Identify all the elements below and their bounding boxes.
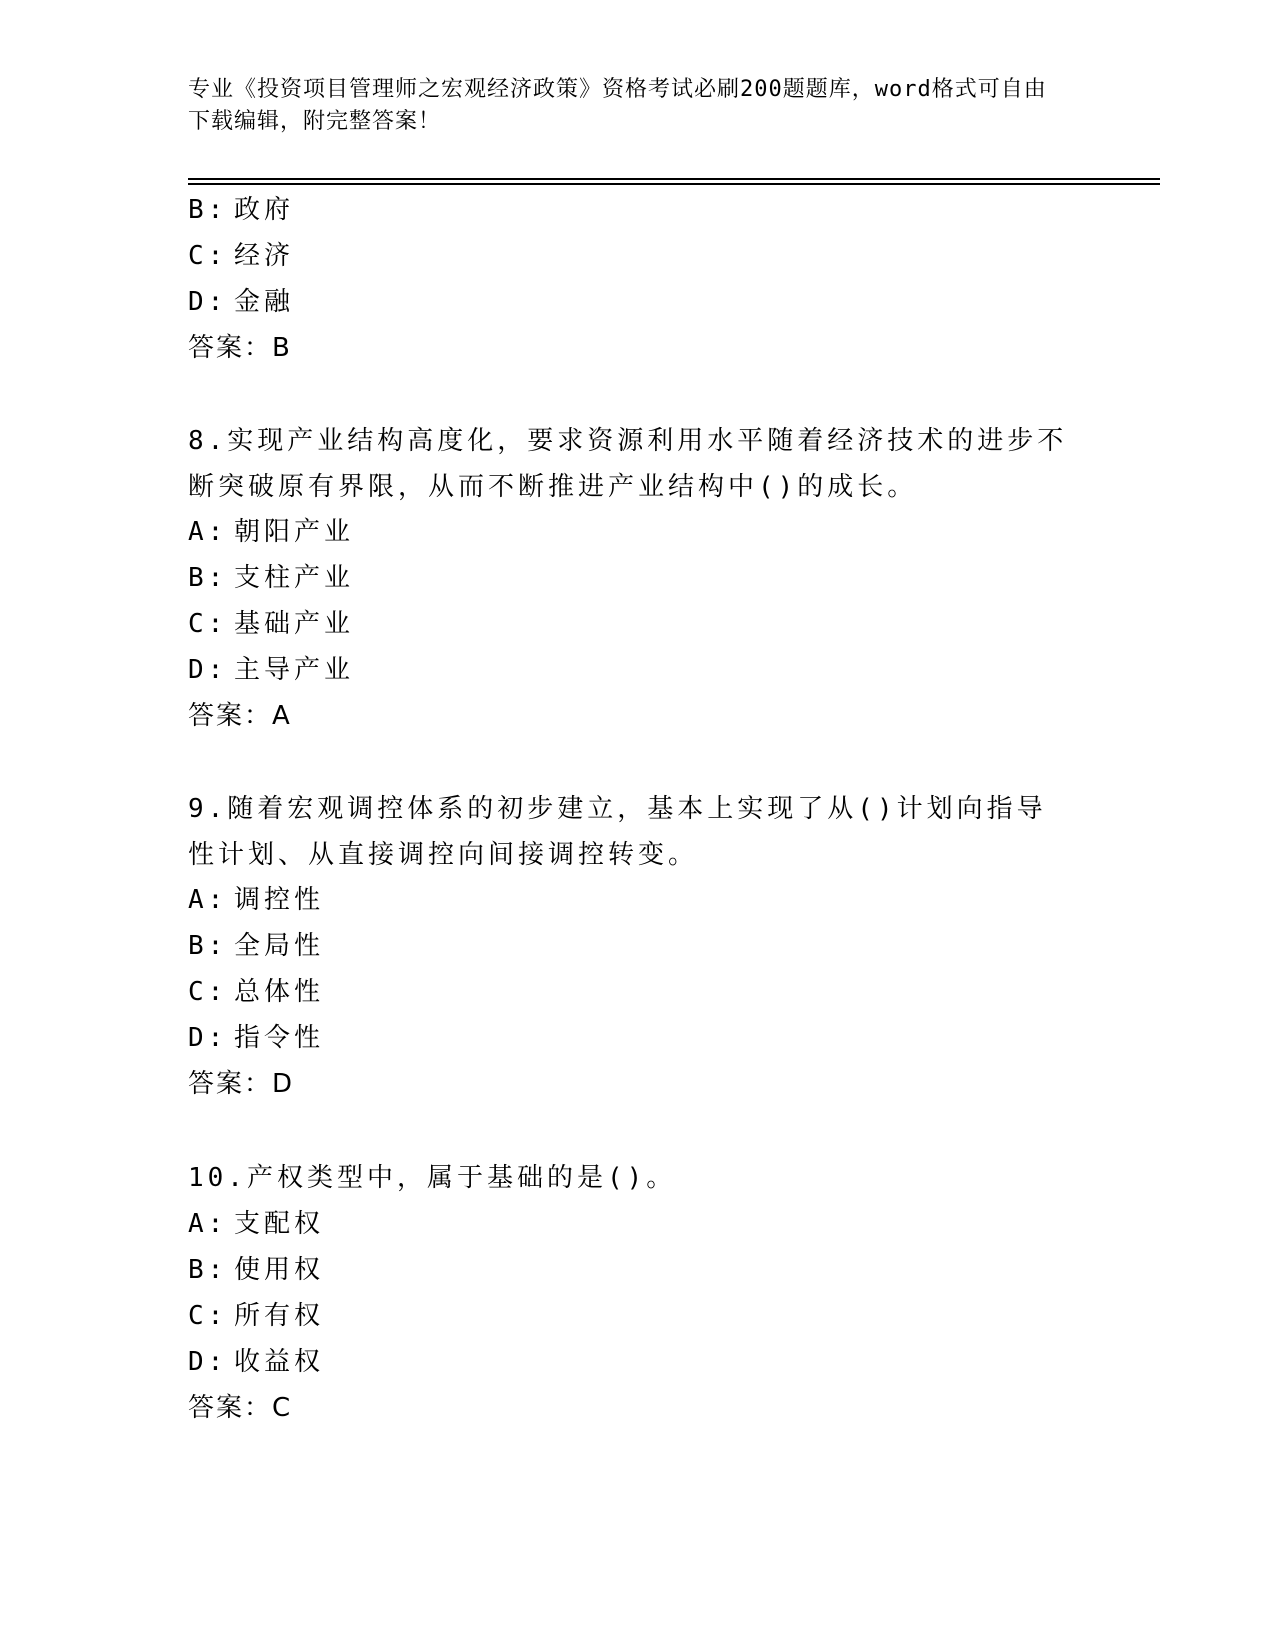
- option-c: C: 基础产业: [188, 609, 355, 639]
- option-b: B: 政府: [188, 195, 295, 225]
- answer: 答案：D: [188, 1069, 295, 1099]
- header-rule-bottom: [188, 183, 1160, 185]
- option-a: A: 朝阳产业: [188, 517, 355, 547]
- question-text: 8.实现产业结构高度化，要求资源利用水平随着经济技术的进步不断突破原有界限，从而不断推进产业结构中()的成长。: [188, 426, 1068, 502]
- question-text: 9.随着宏观调控体系的初步建立，基本上实现了从()计划向指导性计划、从直接调控向间接调控转变。: [188, 794, 1047, 870]
- option-b: B: 支柱产业: [188, 563, 355, 593]
- option-c: C: 所有权: [188, 1301, 325, 1331]
- option-d: D: 主导产业: [188, 655, 355, 685]
- answer: 答案：B: [188, 333, 292, 363]
- option-d: D: 收益权: [188, 1347, 325, 1377]
- option-b: B: 全局性: [188, 931, 325, 961]
- option-c: C: 经济: [188, 241, 295, 271]
- option-d: D: 指令性: [188, 1023, 325, 1053]
- question-text: 10.产权类型中，属于基础的是()。: [188, 1163, 677, 1193]
- option-b: B: 使用权: [188, 1255, 325, 1285]
- document-header: 专业《投资项目管理师之宏观经济政策》资格考试必刷200题题库，word格式可自由下载编辑，附完整答案！: [188, 77, 1047, 134]
- option-c: C: 总体性: [188, 977, 325, 1007]
- header-rule-top: [188, 178, 1160, 180]
- option-a: A: 支配权: [188, 1209, 325, 1239]
- option-a: A: 调控性: [188, 885, 325, 915]
- option-d: D: 金融: [188, 287, 295, 317]
- answer: 答案：A: [188, 701, 292, 731]
- answer: 答案：C: [188, 1393, 293, 1423]
